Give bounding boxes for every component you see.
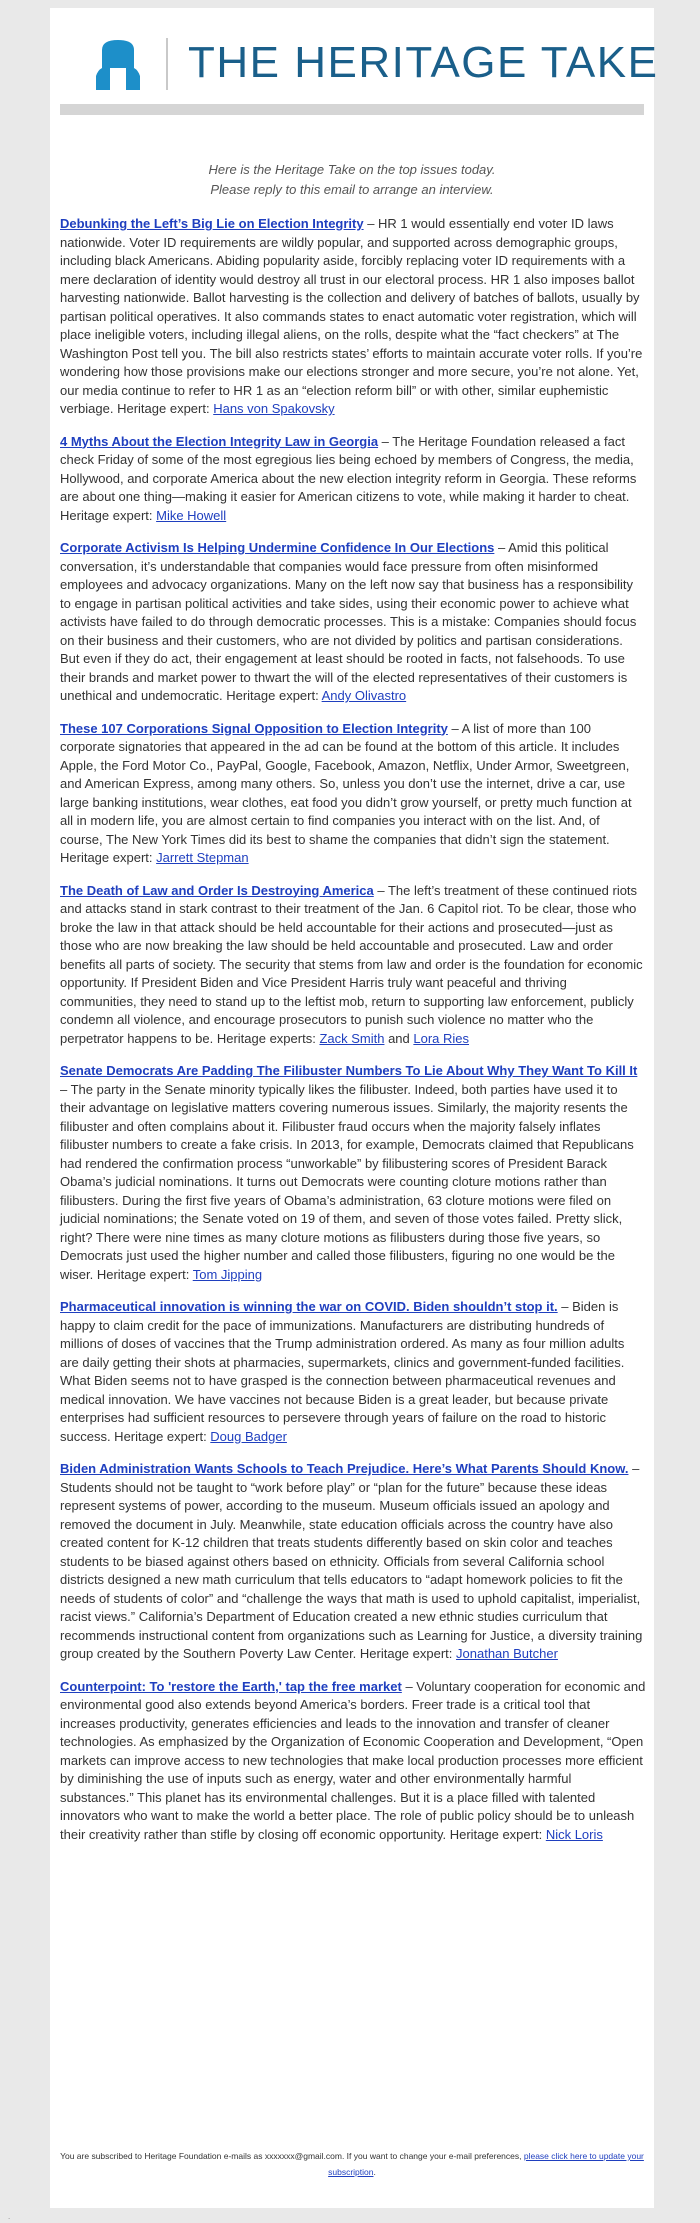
news-item-text: – Biden is happy to claim credit for the pace of immunizations. Manufacturers are distributing hundreds of millions of doses of vaccines that the Trump administration ordered. As many as four million adults are daily getting their shots at pharmacies, supermarkets, clinics and government-funded facilities. What Biden seems not to have grasped is the connection between pharmaceutical revenues and medical innovation. We have vaccines not because Biden is a great leader, but because private enterprises had sufficient resources to persevere through years of failure on the road to historic success. Heritage expert: bbox=[60, 1299, 625, 1444]
news-item-text: – Voluntary cooperation for economic and environmental good also extends beyond America’s borders. Freer trade is a critical tool that increases productivity, generates efficiencies and leads to the innovation and transfer of cleaner technologies. As emphasized by the Organization of Economic Cooperation and Development, “Open markets can improve access to new technologies that make local production processes more efficient by diminishing the use of inputs such as energy, water and other environmentally harmful substances.” This planet has its environmental challenges. But it is a place filled with talented innovators who want to make the world a better place. The role of public policy should be to unleash their creativity rather than stifle by closing off economic opportunity. Heritage expert: bbox=[60, 1678, 646, 1842]
logo-divider bbox=[166, 38, 168, 90]
news-item bbox=[60, 1062, 646, 1284]
news-item bbox=[60, 882, 646, 1049]
expert-link[interactable]: Doug Badger bbox=[210, 1428, 287, 1444]
expert-link[interactable]: Tom Jipping bbox=[192, 1266, 263, 1282]
news-item bbox=[60, 433, 646, 526]
news-item-title-link[interactable]: Debunking the Left’s Big Lie on Election Integrity bbox=[60, 216, 364, 231]
news-item-text: – Amid this political conversation, it’s understandable that companies would face pressure from often misinformed employees and advocacy organizations. Many on the left now say that business has a responsibility to engage in partisan political activities and take sides, using their economic power to achieve what activists have failed to do through democratic processes. This is a mistake: Companies should focus on their business and their customers, who are not divided by politics and partisan considerations. But even if they do act, their engagement at least should be rooted in facts, not falsehoods. To use their brands and market power to thwart the will of the elected representatives of their customers is unethical and undemocratic. Heritage expert: bbox=[60, 540, 637, 703]
brand-title: THE HERITAGE TAKE bbox=[188, 38, 659, 87]
expert-link[interactable]: Nick Loris bbox=[545, 1826, 603, 1842]
news-item-title-link[interactable]: These 107 Corporations Signal Opposition to Election Integrity bbox=[60, 720, 448, 736]
news-item-title-link[interactable]: The Death of Law and Order Is Destroying America bbox=[60, 882, 374, 898]
news-item-title-link[interactable]: Pharmaceutical innovation is winning the war on COVID. Biden shouldn’t stop it. bbox=[60, 1299, 558, 1314]
news-item bbox=[60, 539, 646, 706]
header-rule bbox=[60, 104, 644, 115]
news-item bbox=[60, 1298, 646, 1446]
corner-mark: . bbox=[8, 2212, 11, 2221]
intro bbox=[60, 160, 644, 200]
liberty-bell-logo-icon bbox=[92, 34, 144, 96]
intro-line-2: Please reply to this email to arrange an interview. bbox=[210, 182, 494, 197]
news-item bbox=[60, 720, 646, 868]
email-header bbox=[50, 8, 659, 108]
subscription-footer bbox=[60, 2148, 644, 2180]
news-item-title-link[interactable]: 4 Myths About the Election Integrity Law in Georgia bbox=[60, 433, 379, 449]
news-item-text: – HR 1 would essentially end voter ID laws nationwide. Voter ID requirements are wildly popular, and supported across demographic groups, including black Americans. Abiding popularity aside, forcibly replacing voter ID requirements with a mere declaration of identity would destroy all trust in our electoral process. HR 1 also imposes ballot harvesting nationwide. Ballot harvesting is the collection and delivery of batches of ballots, usually by partisan political operatives. It also commands states to enact automatic voter registration, which will place ineligible voters, including illegal aliens, on the rolls, despite what the “fact checkers” at The Washington Post tell you. The bill also restricts states’ efforts to maintain accurate voter rolls. If you’re wondering how those provisions make our elections stronger and more secure, you’re not alone. Yet, our media continue to refer to HR 1 as an “election reform bill” or with other, similar euphemistic verbiage. Heritage expert: bbox=[60, 216, 643, 416]
news-item-title-link[interactable]: Senate Democrats Are Padding The Filibuster Numbers To Lie About Why They Want To Kill It bbox=[60, 1063, 638, 1078]
expert-link[interactable]: Lora Ries bbox=[413, 1030, 470, 1046]
intro-line-1: Here is the Heritage Take on the top issues today. bbox=[208, 162, 496, 177]
news-item bbox=[60, 1678, 646, 1845]
news-item-text: – A list of more than 100 corporate signatories that appeared in the ad can be found at the bottom of this article. It includes Apple, the Ford Motor Co., PayPal, Google, Facebook, Amazon, Netflix, Under Armor, Sweetgreen, and American Express, among many others. So, unless you don’t use the internet, drive a car, use large banking institutions, wear clothes, eat food you didn’t grow yourself, or pretty much function at all in modern life, you are almost certain to find companies you interact with on the list. And, of course, The New York Times did its best to shame the companies that didn’t sign the statement. Heritage expert: bbox=[60, 720, 632, 865]
news-item-title-link[interactable]: Counterpoint: To 'restore the Earth,' tap the free market bbox=[60, 1678, 402, 1694]
news-item-title-link[interactable]: Corporate Activism Is Helping Undermine Confidence In Our Elections bbox=[60, 540, 495, 555]
email-body bbox=[50, 8, 659, 2208]
news-item-text: – Students should not be taught to “work before play” or “plan for the future” because these ideas represent systems of power, according to the museum. Museum officials issued an apology and removed the document in July. Meanwhile, state education officials across the country have also created content for K-12 children that treats students differently based on skin color and teaches students to be biased against others based on ethnicity. Officials from several California school districts designed a new math curriculum that tells educators to “adapt homework policies to fit the needs of students of color” and “challenge the ways that math is used to uphold capitalist, imperialist, racist views.” California’s Department of Education created a new ethnic studies curriculum that recommends instructional content from organizations such as Learning for Justice, a diversity training group created by the Southern Poverty Law Center. Heritage expert: bbox=[60, 1461, 643, 1661]
footer-text: You are subscribed to Heritage Foundation e-mails as xxxxxxx@gmail.com. If you want to change your e-mail preferences, bbox=[60, 2151, 524, 2161]
news-item-text: – The Heritage Foundation released a fact check Friday of some of the most egregious lies being echoed by members of Congress, the media, Hollywood, and corporate America about the new election integrity reform in Georgia. These reforms are about one thing—making it easier for American citizens to vote, while making it harder to cheat. Heritage expert: bbox=[60, 433, 637, 523]
expert-conjunction: and bbox=[384, 1030, 414, 1046]
news-item bbox=[60, 215, 646, 419]
update-subscription-link[interactable]: please click here to update your subscription bbox=[328, 2151, 644, 2177]
expert-link[interactable]: Mike Howell bbox=[156, 507, 227, 523]
news-items bbox=[60, 215, 646, 1858]
expert-link[interactable]: Jarrett Stepman bbox=[156, 850, 249, 865]
news-item-text: – The party in the Senate minority typically likes the filibuster. Indeed, both parties have used it to their advantage on legislative matters covering numerous issues. Similarly, the majority resents the filibuster and often complains about it. Filibuster fraud occurs when the majority falsely inflates filibuster numbers to create a fake crisis. In 2013, for example, Democrats claimed that Republicans had rendered the confirmation process “unworkable” by filibustering scores of President Barack Obama’s judicial nominations. It turns out Democrats were counting cloture motions rather than filibusters. During the first five years of Obama’s administration, 63 cloture motions were filed on judicial nominations; the Senate voted on 19 of them, and seven of those votes failed. Pretty slick, right? There were nine times as many cloture motions as filibusters during those five years, so Democrats just used the higher number and called those filibusters, figuring no one would be the wiser. Heritage expert: bbox=[60, 1081, 634, 1282]
footer-end: . bbox=[373, 2167, 376, 2177]
news-item bbox=[60, 1460, 646, 1664]
news-item-text: – The left’s treatment of these continued riots and attacks stand in stark contrast to their treatment of the Jan. 6 Capitol riot. To be clear, those who broke the law in that attack should be held accountable for their actions and prosecuted—just as those who are now breaking the law should be held accountable and prosecuted. Law and order benefits all parts of society. The security that stems from law and order is the foundation for economic opportunity. If President Biden and Vice President Harris truly want peaceful and thriving communities, they need to stand up to the leftist mob, return to supporting law enforcement, publicly condemn all violence, and encourage prosecutors to punish such violence no matter who the perpetrator happens to be. Heritage experts: bbox=[60, 882, 643, 1046]
news-item-title-link[interactable]: Biden Administration Wants Schools to Teach Prejudice. Here’s What Parents Should Know. bbox=[60, 1461, 629, 1476]
expert-link[interactable]: Hans von Spakovsky bbox=[213, 401, 335, 416]
expert-link[interactable]: Jonathan Butcher bbox=[456, 1646, 558, 1661]
expert-link[interactable]: Zack Smith bbox=[319, 1030, 385, 1046]
expert-link[interactable]: Andy Olivastro bbox=[321, 688, 407, 703]
